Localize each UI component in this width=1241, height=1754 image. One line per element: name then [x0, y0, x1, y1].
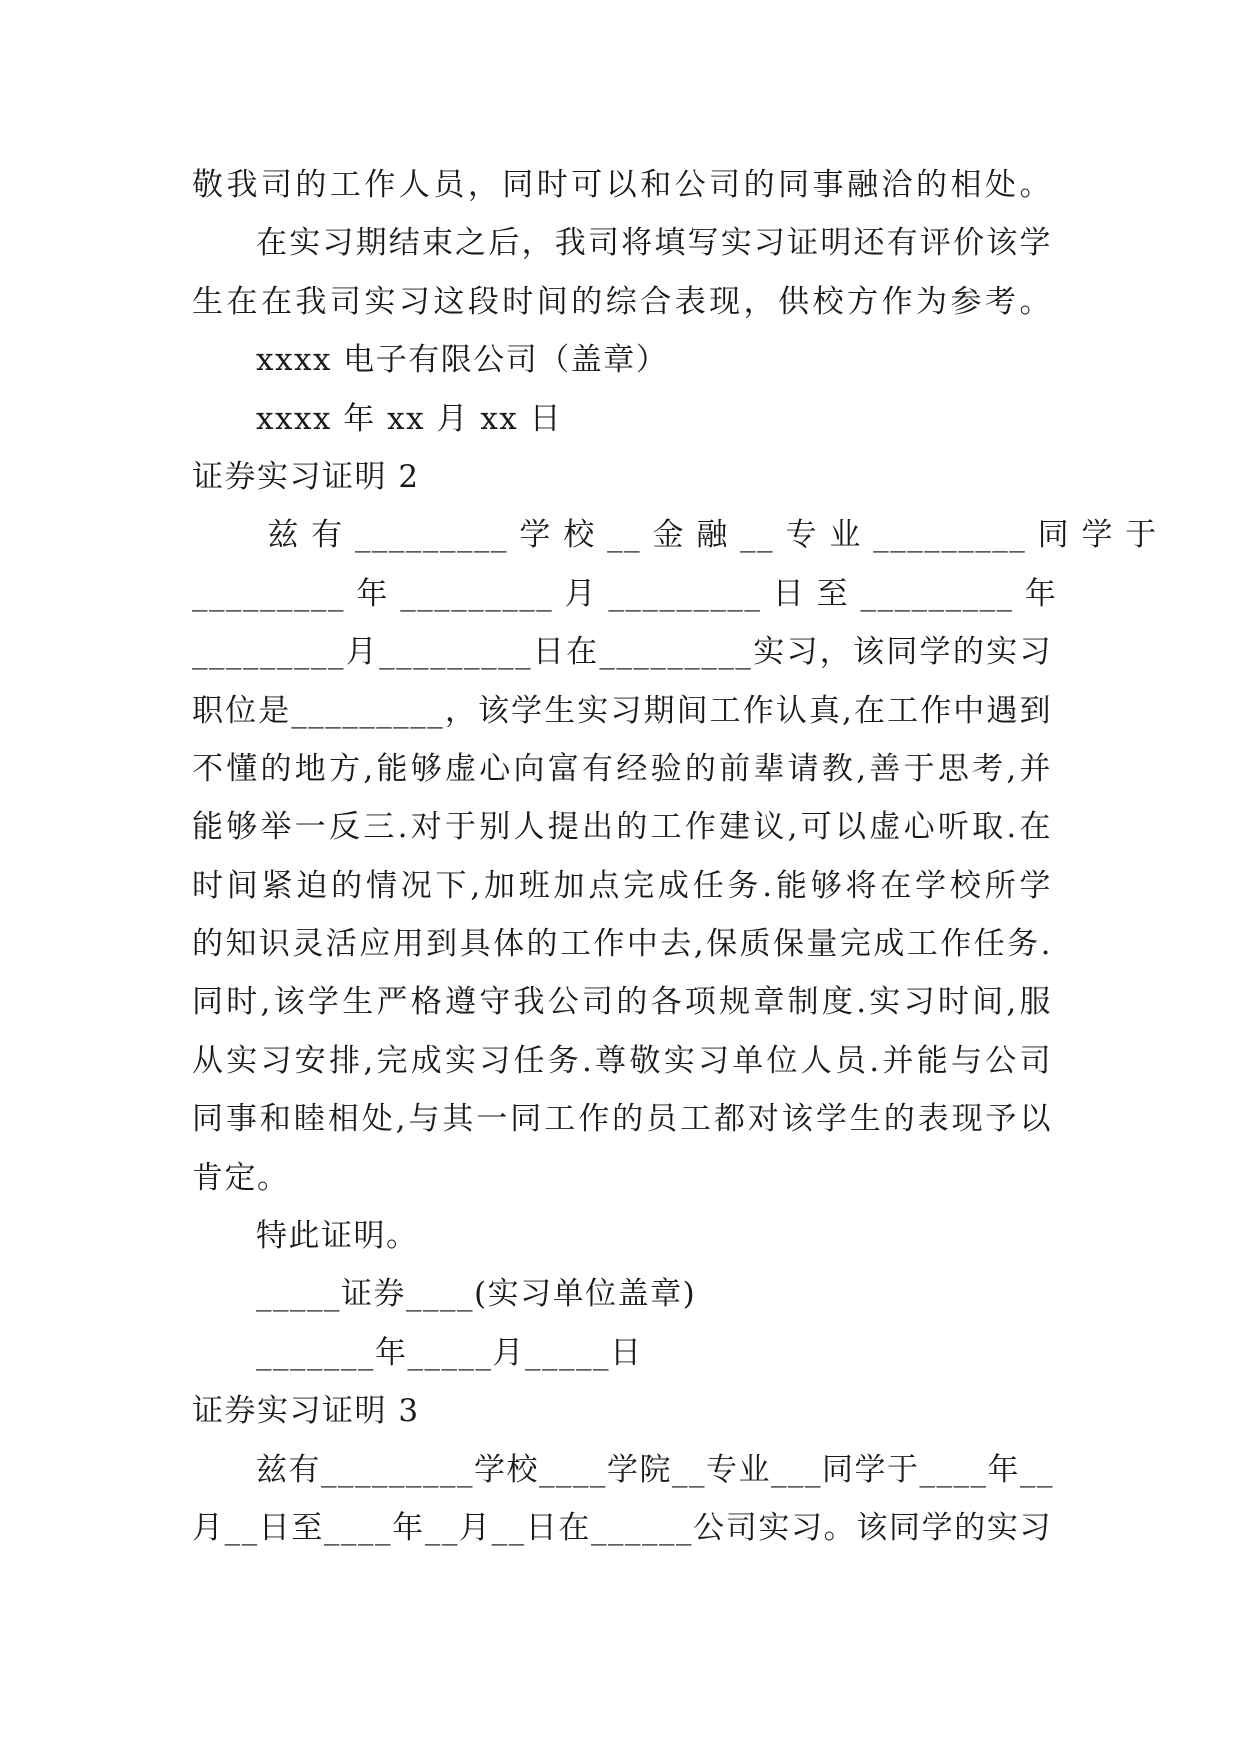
text-line: 从实习安排,完成实习任务.尊敬实习单位人员.并能与公司 — [192, 1042, 1052, 1079]
section-heading-2: 证券实习证明 2 — [192, 458, 420, 495]
seal-line: _____证券____(实习单位盖章) — [256, 1276, 697, 1313]
text-line: _________月_________日在_________实习，该同学的实习 — [192, 634, 1052, 671]
text-line: _________ 年 _________ 月 _________ 日 至 _________ 年 — [192, 575, 1058, 612]
section-heading-3: 证券实习证明 3 — [192, 1393, 420, 1430]
text-line: 的知识灵活应用到具体的工作中去,保质保量完成工作任务. — [192, 926, 1052, 963]
text-line: 兹有_________学校____学院__专业___同学于____年__ — [256, 1451, 1054, 1488]
document-page — [192, 156, 1158, 1557]
certification-line: 特此证明。 — [256, 1218, 419, 1255]
text-line: 月__日至____年__月__日在______公司实习。该同学的实习 — [192, 1509, 1052, 1546]
text-line: 兹 有 _________ 学 校 __ 金 融 __ 专 业 _________ 同 学 于 — [256, 517, 1158, 554]
text-line: 能够举一反三.对于别人提出的工作建议,可以虚心听取.在 — [192, 809, 1052, 846]
text-line: 敬我司的工作人员，同时可以和公司的同事融洽的相处。 — [192, 167, 1052, 203]
text-line: 不懂的地方,能够虚心向富有经验的前辈请教,善于思考,并 — [192, 750, 1052, 787]
text-line: 肯定。 — [192, 1159, 290, 1196]
date-line: xxxx 年 xx 月 xx 日 — [256, 400, 563, 437]
text-line: 在实习期结束之后，我司将填写实习证明还有评价该学 — [256, 225, 1052, 262]
text-line: 生在在我司实习这段时间的综合表现，供校方作为参考。 — [192, 283, 1052, 320]
text-line: 时间紧迫的情况下,加班加点完成任务.能够将在学校所学 — [192, 867, 1052, 904]
text-line: 同时,该学生严格遵守我公司的各项规章制度.实习时间,服 — [192, 984, 1052, 1021]
text-line: 同事和睦相处,与其一同工作的员工都对该学生的表现予以 — [192, 1101, 1052, 1138]
company-seal-line: xxxx 电子有限公司（盖章） — [256, 342, 669, 379]
text-line: 职位是_________，该学生实习期间工作认真,在工作中遇到 — [192, 692, 1052, 729]
date-line: _______年_____月_____日 — [256, 1334, 643, 1371]
